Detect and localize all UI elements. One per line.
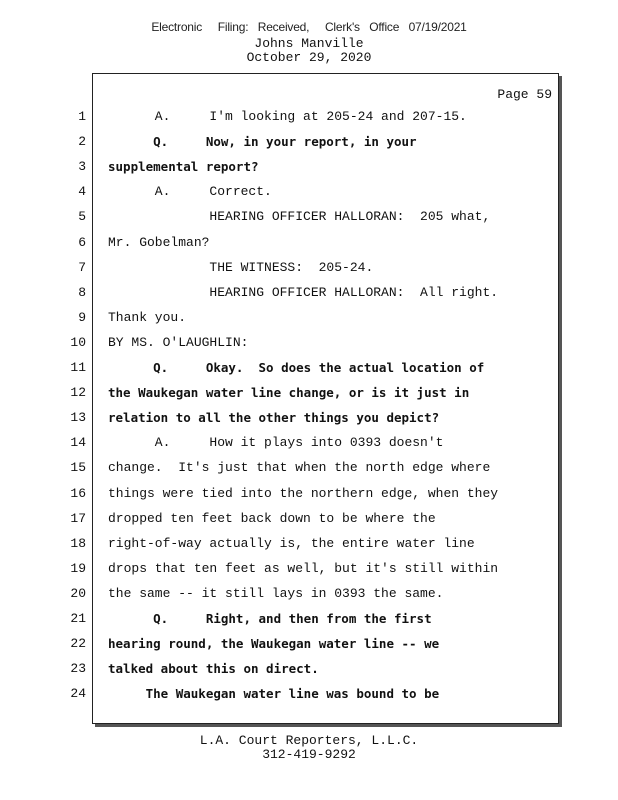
- line-number: 8: [78, 285, 86, 300]
- line-number: 24: [70, 686, 86, 701]
- transcript-line-text: Q. Right, and then from the first: [108, 611, 432, 626]
- line-number: 23: [70, 661, 86, 676]
- transcript-line-text: supplemental report?: [108, 159, 259, 174]
- line-number: 13: [70, 410, 86, 425]
- transcript-date: October 29, 2020: [246, 50, 372, 65]
- line-number: 5: [78, 209, 86, 224]
- reporter-company: L.A. Court Reporters, L.L.C.: [199, 733, 419, 748]
- transcript-line-text: THE WITNESS: 205-24.: [108, 260, 374, 275]
- transcript-line-text: dropped ten feet back down to be where the: [108, 511, 436, 526]
- case-name: Johns Manville: [254, 36, 364, 51]
- transcript-line-text: A. How it plays into 0393 doesn't: [108, 435, 444, 450]
- transcript-line-text: relation to all the other things you depict?: [108, 410, 440, 425]
- transcript-line-text: Thank you.: [108, 310, 187, 325]
- transcript-line-text: change. It's just that when the north edge where: [108, 460, 491, 475]
- line-number: 1: [78, 109, 86, 124]
- transcript-line-text: right-of-way actually is, the entire water line: [108, 536, 475, 551]
- line-number: 6: [78, 235, 86, 250]
- transcript-line-text: Q. Now, in your report, in your: [108, 134, 417, 149]
- line-number: 22: [70, 636, 86, 651]
- transcript-line-text: drops that ten feet as well, but it's still within: [108, 561, 499, 576]
- line-number: 18: [70, 536, 86, 551]
- transcript-line-text: HEARING OFFICER HALLORAN: 205 what,: [108, 209, 491, 224]
- transcript-line-text: Q. Okay. So does the actual location of: [108, 360, 485, 375]
- transcript-line-text: talked about this on direct.: [108, 661, 319, 676]
- transcript-line-text: The Waukegan water line was bound to be: [108, 686, 440, 701]
- line-number: 4: [78, 184, 86, 199]
- line-number: 2: [78, 134, 86, 149]
- line-number: 16: [70, 486, 86, 501]
- line-number: 20: [70, 586, 86, 601]
- transcript-line-text: A. Correct.: [108, 184, 272, 199]
- transcript-line-text: the Waukegan water line change, or is it just in: [108, 385, 470, 400]
- transcript-line-text: the same -- it still lays in 0393 the same.: [108, 586, 444, 601]
- transcript-line-text: hearing round, the Waukegan water line -- we: [108, 636, 440, 651]
- transcript-line-text: Mr. Gobelman?: [108, 235, 210, 250]
- line-number: 15: [70, 460, 86, 475]
- line-number: 17: [70, 511, 86, 526]
- transcript-line-text: A. I'm looking at 205-24 and 207-15.: [108, 109, 467, 124]
- line-number: 11: [70, 360, 86, 375]
- page-label: Page 59: [497, 87, 552, 102]
- line-number: 12: [70, 385, 86, 400]
- reporter-phone: 312-419-9292: [262, 747, 356, 762]
- line-number: 10: [70, 335, 86, 350]
- transcript-line-text: HEARING OFFICER HALLORAN: All right.: [108, 285, 499, 300]
- line-number: 7: [78, 260, 86, 275]
- line-number: 21: [70, 611, 86, 626]
- transcript-line-text: BY MS. O'LAUGHLIN:: [108, 335, 249, 350]
- line-number: 3: [78, 159, 86, 174]
- line-number: 19: [70, 561, 86, 576]
- transcript-line-text: things were tied into the northern edge, when they: [108, 486, 499, 501]
- line-number: 9: [78, 310, 86, 325]
- line-number: 14: [70, 435, 86, 450]
- electronic-filing-stamp: Electronic Filing: Received, Clerk's Office 07/19/2021: [151, 20, 467, 34]
